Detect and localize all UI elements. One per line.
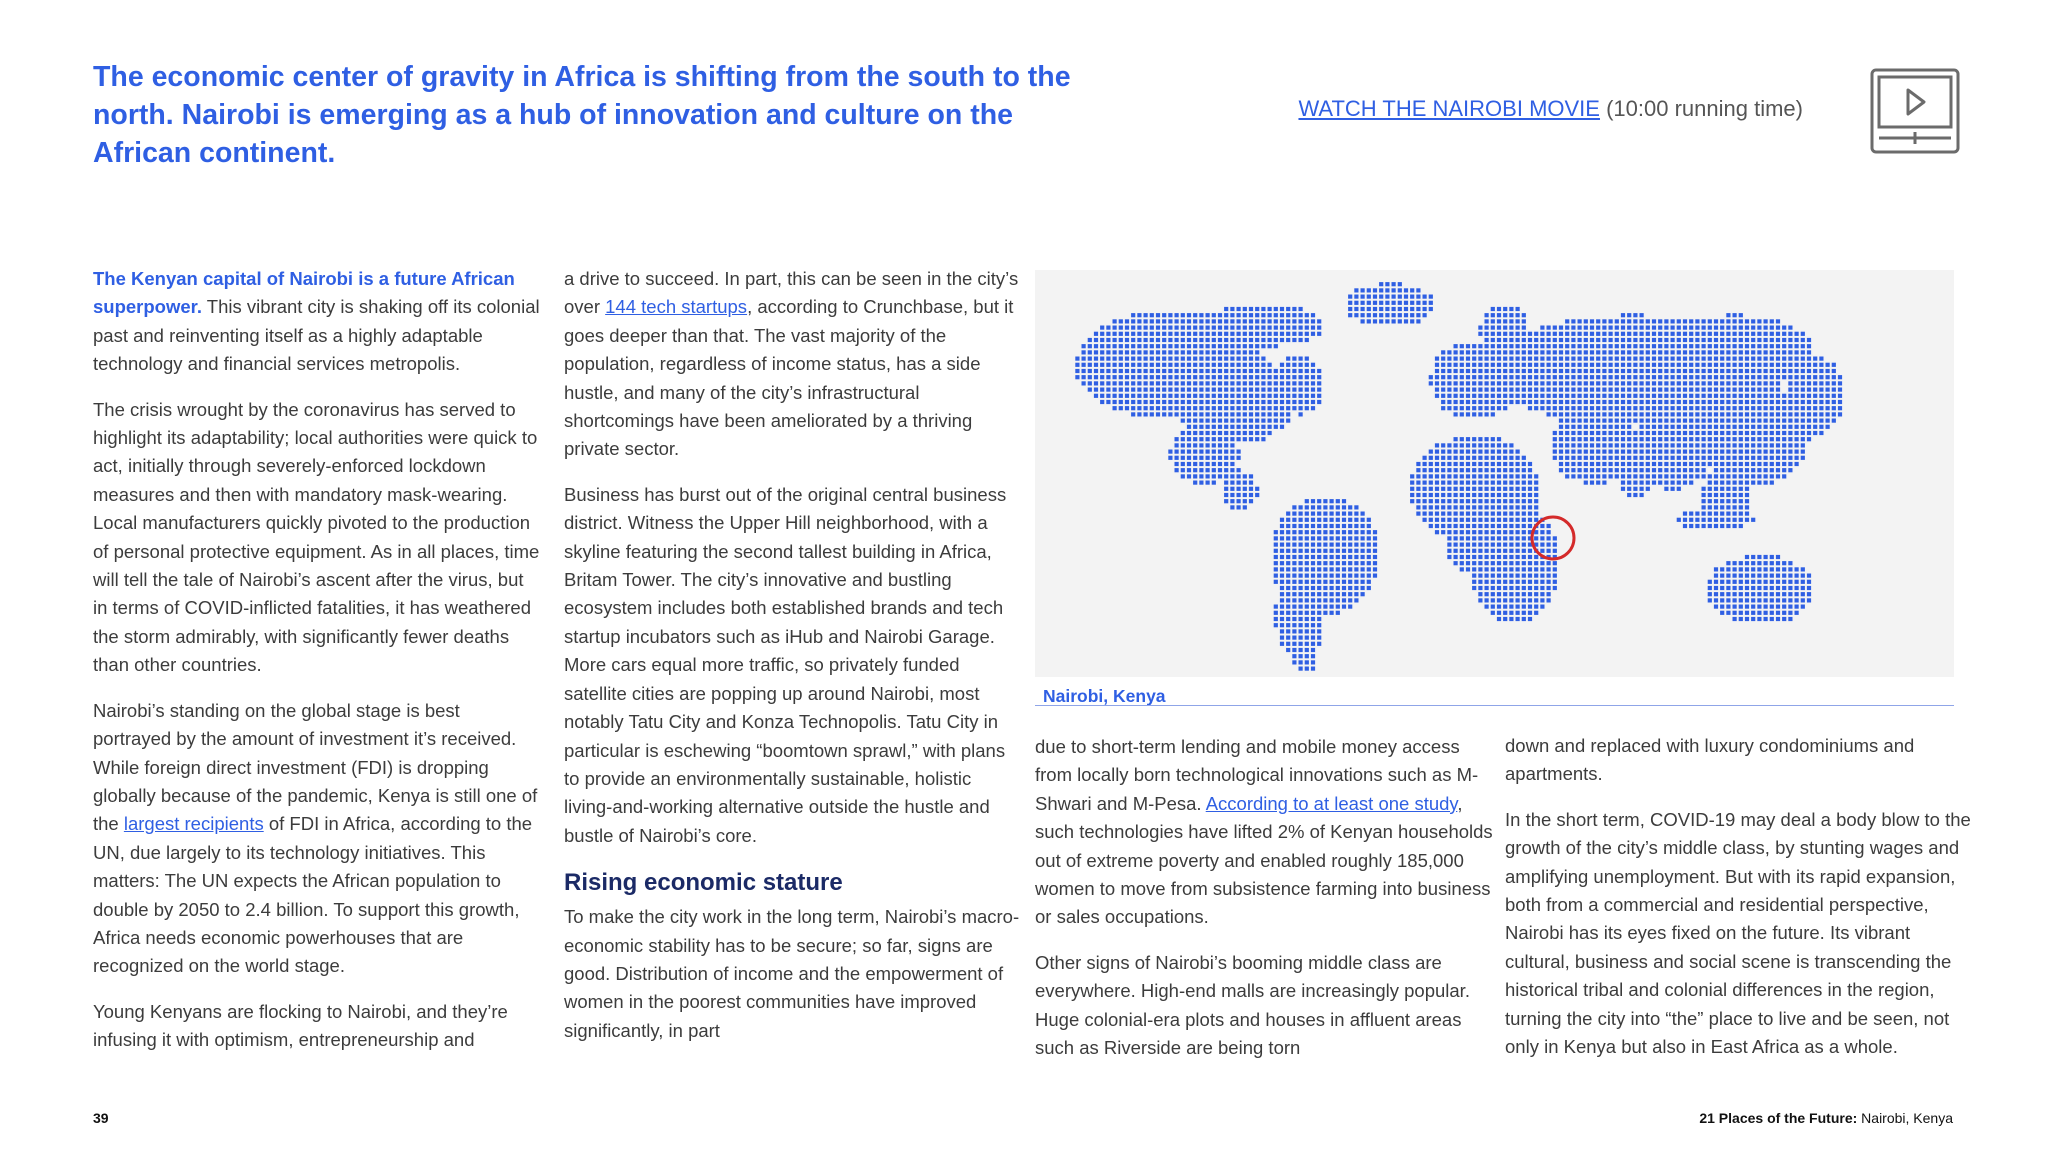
paragraph: To make the city work in the long term, Nairobi’s macro-economic stability has to be secure; so far, signs are good. Distribution of income and the empowerment of women in the poorest communities have improved significantly, in part	[564, 906, 1020, 1041]
paragraph: In the short term, COVID-19 may deal a body blow to the growth of the city’s middle class, by stunting wages and amplifying unemployment. But with its rapid expansion, both from a commercial and residential perspective, Nairobi has its eyes fixed on the future. Its vibrant cultural, business and social scene is transcending the historical tribal and colonial differences in the region, turning the city into “the” place to live and be seen, not only in Kenya but also in East Africa as a whole.	[1505, 808, 1971, 1058]
largest-recipients-link[interactable]: largest recipients	[123, 813, 264, 835]
page-number: 39	[93, 1110, 109, 1126]
watch-movie-link[interactable]: WATCH THE NAIROBI MOVIE	[1298, 96, 1600, 121]
paragraph: The crisis wrought by the coronavirus has served to highlight its adaptability; local authorities were quick to act, initially through severely-enforced lockdown measures and then with mandatory mask-wearing. Local manufacturers quickly pivoted to the production of personal protective equipment. As in all places, time will tell the tale of Nairobi’s ascent after the virus, but in terms of COVID-inflicted fatalities, it has weathered the storm admirably, with significantly fewer deaths than other countries.	[93, 398, 540, 676]
section-subheading: Rising economic stature	[564, 869, 843, 897]
text-column-3	[1035, 733, 1495, 1079]
footer-title	[1699, 1110, 1953, 1126]
paragraph	[93, 697, 543, 981]
paragraph	[1035, 733, 1495, 932]
video-play-icon[interactable]	[1870, 68, 1960, 154]
paragraph-text: of FDI in Africa, according to the UN, due largely to its technology initiatives. This matters: The UN expects the African population to double by 2050 to 2.4 billion. To support this growth, Africa needs economic powerhouses that are recognized on the world stage.	[93, 813, 533, 977]
paragraph-text: a drive to succeed. In part, this can be seen in the city’s over	[564, 268, 1019, 318]
footer-title-bold: 21 Places of the Future:	[1699, 1110, 1858, 1126]
study-link[interactable]: According to at least one study	[1205, 792, 1458, 814]
dotted-world-map-graphic	[1035, 270, 1954, 677]
paragraph-text: This vibrant city is shaking off its colonial past and reinventing itself as a highly adaptable technology and financial services metropolis.	[93, 296, 540, 375]
footer-title-rest: Nairobi, Kenya	[1857, 1110, 1953, 1126]
page-headline: The economic center of gravity in Africa is shifting from the south to the north. Nairobi is emerging as a hub of innovation and culture on the African continent.	[93, 61, 1071, 169]
paragraph: down and replaced with luxury condominiums and apartments.	[1505, 735, 1915, 785]
text-column-1	[93, 265, 543, 1072]
paragraph	[93, 265, 543, 379]
paragraph-text: , according to Crunchbase, but it goes deeper than that. The vast majority of the population, regardless of income status, has a side hustle, and many of the city’s infrastructural shortcomings have been ameliorated by a thriving private sector.	[564, 296, 1014, 460]
world-map	[1035, 270, 1954, 677]
watch-runtime: (10:00 running time)	[1606, 96, 1803, 121]
watch-movie-row	[1298, 96, 1803, 122]
caption-divider	[1035, 705, 1954, 706]
paragraph-text: Nairobi’s standing on the global stage is best portrayed by the amount of investment it’s received. While foreign direct investment (FDI) is dropping globally because of the pandemic, Kenya is still one of the	[93, 699, 538, 835]
tech-startups-link[interactable]: 144 tech startups	[605, 296, 748, 318]
text-column-4	[1505, 732, 1975, 1078]
paragraph: Other signs of Nairobi’s booming middle class are everywhere. High-end malls are increasingly popular. Huge colonial-era plots and houses in affluent areas such as Riverside are being torn	[1035, 951, 1470, 1059]
paragraph-text: due to short-term lending and mobile money access from locally born technological innovations such as M-Shwari and M-Pesa.	[1035, 736, 1479, 814]
paragraph: Business has burst out of the original central business district. Witness the Upper Hill neighborhood, with a skyline featuring the second tallest building in Africa, Britam Tower. The city’s innovative and bustling ecosystem includes both established brands and tech startup incubators such as iHub and Nairobi Garage. More cars equal more traffic, so privately funded satellite cities are popping up around Nairobi, most notably Tatu City and Konza Technopolis. Tatu City in particular is eschewing “boomtown sprawl,” with plans to provide an environmentally sustainable, holistic living-and-working alternative outside the hustle and bustle of Nairobi’s core.	[564, 483, 1007, 846]
text-column-2	[564, 265, 1024, 1062]
paragraph: Young Kenyans are flocking to Nairobi, and they’re infusing it with optimism, entrepreneurship and	[93, 1000, 508, 1051]
paragraph-text: , such technologies have lifted 2% of Kenyan households out of extreme poverty and enabled roughly 185,000 women to move from subsistence farming into business or sales occupations.	[1035, 792, 1493, 928]
map-caption: Nairobi, Kenya	[1043, 686, 1166, 706]
lead-sentence: The Kenyan capital of Nairobi is a future African superpower.	[93, 268, 515, 318]
paragraph	[564, 265, 1024, 464]
